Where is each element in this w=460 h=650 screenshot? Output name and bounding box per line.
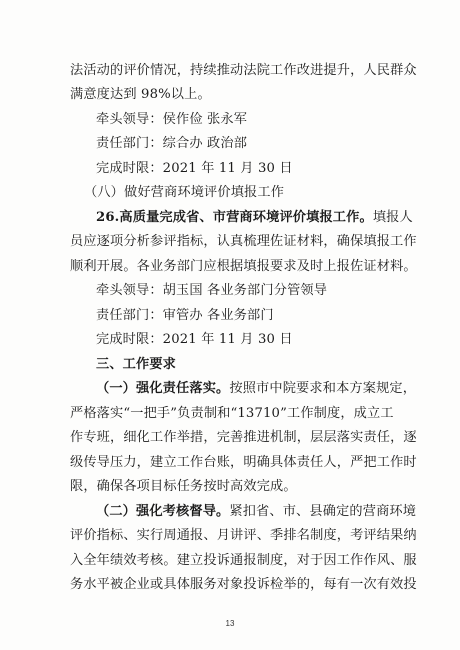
paragraph-line: 满意度达到 98%以上。	[70, 87, 211, 102]
paragraph-line: 级传导压力，建立工作台账，明确具体责任人，严把工作时	[70, 455, 417, 470]
paragraph-line: 限，确保各项目标任务按时高效完成。	[70, 479, 297, 494]
section-3-heading: 三、工作要求	[96, 357, 177, 372]
deadline-line: 完成时限：2021 年 11 月 30 日	[96, 161, 293, 176]
item-26-first-line	[96, 209, 413, 227]
paragraph-line: 作专班，细化工作举措，完善推进机制，层层落实责任，逐	[70, 430, 417, 445]
lead-leaders-line: 牵头领导：侯作俭 张永军	[96, 112, 248, 127]
requirement-2-first-line	[96, 503, 416, 521]
lead-leaders-line: 牵头领导：胡玉国 各业务部门分管领导	[96, 283, 328, 298]
responsible-dept-line: 责任部门：综合办 政治部	[96, 136, 248, 151]
requirement-1-title: （一）强化责任落实。	[96, 381, 230, 396]
page-number: 13	[225, 619, 235, 628]
item-26-text: 填报人	[372, 210, 413, 225]
requirement-1-text: 按照市中院要求和本方案规定，	[229, 381, 417, 396]
responsible-dept-line: 责任部门：审管办 各业务部门	[96, 308, 274, 323]
deadline-line: 完成时限：2021 年 11 月 30 日	[96, 332, 293, 347]
paragraph-line: 务水平被企业或具体服务对象投诉检举的，每有一次有效投	[70, 577, 417, 592]
requirement-2-text: 紧扣省、市、县确定的营商环境	[229, 504, 417, 519]
paragraph-line: 入全年绩效考核。建立投诉通报制度，对于因工作作风、服	[70, 553, 417, 568]
item-26-title: 26.高质量完成省、市营商环境评价填报工作。	[96, 210, 373, 225]
section-8-heading: （八）做好营商环境评价填报工作	[84, 185, 285, 200]
paragraph-line: 评价指标、实行周通报、月讲评、季排名制度，考评结果纳	[70, 528, 417, 543]
paragraph-line: 顺利开展。各业务部门应根据填报要求及时上报佐证材料。	[70, 259, 417, 274]
paragraph-line: 法活动的评价情况，持续推动法院工作改进提升，人民群众	[70, 63, 417, 78]
requirement-2-title: （二）强化考核督导。	[96, 504, 230, 519]
requirement-1-first-line	[96, 380, 416, 398]
paragraph-line: 员应逐项分析参评指标，认真梳理佐证材料，确保填报工作	[70, 234, 417, 249]
paragraph-line: 严格落实“一把手”负责制和“13710”工作制度，成立工	[70, 406, 394, 421]
